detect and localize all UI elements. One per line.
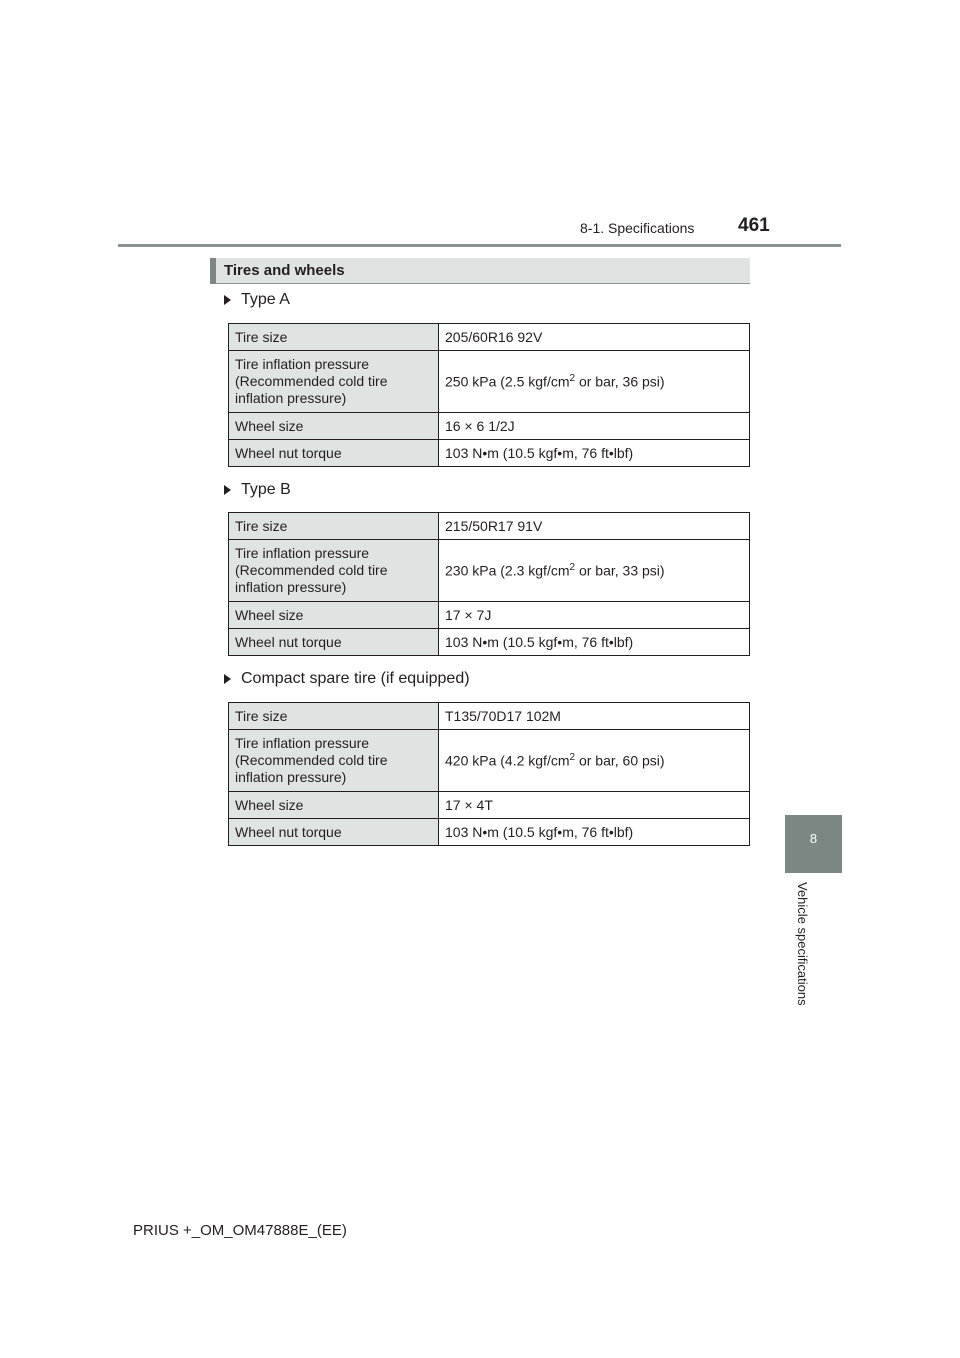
header-divider [118, 244, 841, 247]
wheel-size-value: 16 × 6 1/2J [439, 413, 750, 440]
row-label: Wheel nut torque [229, 819, 439, 846]
subheading-type-a [224, 291, 290, 309]
subheading-label: Type A [241, 291, 290, 308]
chapter-label: Vehicle specifications [795, 882, 810, 1006]
table-row [229, 792, 750, 819]
table-row [229, 629, 750, 656]
row-label: Tire size [229, 703, 439, 730]
row-label: Tire inflation pressure (Recommended cold tire inflation pressure) [229, 351, 439, 413]
torque-value: 103 N•m (10.5 kgf•m, 76 ft•lbf) [439, 440, 750, 467]
arrow-right-icon [224, 485, 231, 495]
spec-table-type-b [228, 512, 750, 656]
torque-value: 103 N•m (10.5 kgf•m, 76 ft•lbf) [439, 819, 750, 846]
section-heading-bar [210, 258, 216, 284]
row-label: Tire size [229, 324, 439, 351]
spec-table-type-a [228, 323, 750, 467]
section-title: Tires and wheels [224, 262, 345, 279]
torque-value: 103 N•m (10.5 kgf•m, 76 ft•lbf) [439, 629, 750, 656]
pressure-value: 230 kPa (2.3 kgf/$cm^2$ or bar, 33 psi) [439, 540, 750, 602]
table-row [229, 540, 750, 602]
section-header: 8-1. Specifications [580, 220, 695, 236]
wheel-size-value: 17 × 4T [439, 792, 750, 819]
table-row [229, 440, 750, 467]
wheel-size-value: 17 × 7J [439, 602, 750, 629]
pressure-value: 250 kPa (2.5 kgf/$cm^2$ or bar, 36 psi) [439, 351, 750, 413]
pressure-value: 420 kPa (4.2 kgf/$cm^2$ or bar, 60 psi) [439, 730, 750, 792]
tire-size-value: 215/50R17 91V [439, 513, 750, 540]
table-row [229, 513, 750, 540]
tire-size-value: T135/70D17 102M [439, 703, 750, 730]
row-label: Wheel size [229, 792, 439, 819]
subheading-type-b [224, 481, 291, 499]
row-label: Wheel size [229, 602, 439, 629]
chapter-tab[interactable]: 8 [785, 815, 842, 873]
row-label: Wheel size [229, 413, 439, 440]
document-id: PRIUS +_OM_OM47888E_(EE) [133, 1222, 347, 1239]
row-label: Tire inflation pressure (Recommended cold tire inflation pressure) [229, 730, 439, 792]
spec-table-compact-spare [228, 702, 750, 846]
subheading-label: Compact spare tire (if equipped) [241, 670, 470, 687]
arrow-right-icon [224, 674, 231, 684]
row-label: Tire size [229, 513, 439, 540]
table-row [229, 730, 750, 792]
subheading-compact-spare [224, 670, 470, 688]
arrow-right-icon [224, 295, 231, 305]
row-label: Tire inflation pressure (Recommended cold tire inflation pressure) [229, 540, 439, 602]
table-row [229, 819, 750, 846]
table-row [229, 602, 750, 629]
page-number: 461 [738, 215, 770, 236]
row-label: Wheel nut torque [229, 629, 439, 656]
row-label: Wheel nut torque [229, 440, 439, 467]
tire-size-value: 205/60R16 92V [439, 324, 750, 351]
subheading-label: Type B [241, 481, 291, 498]
table-row [229, 413, 750, 440]
section-heading [210, 258, 750, 284]
table-row [229, 703, 750, 730]
table-row [229, 351, 750, 413]
table-row [229, 324, 750, 351]
